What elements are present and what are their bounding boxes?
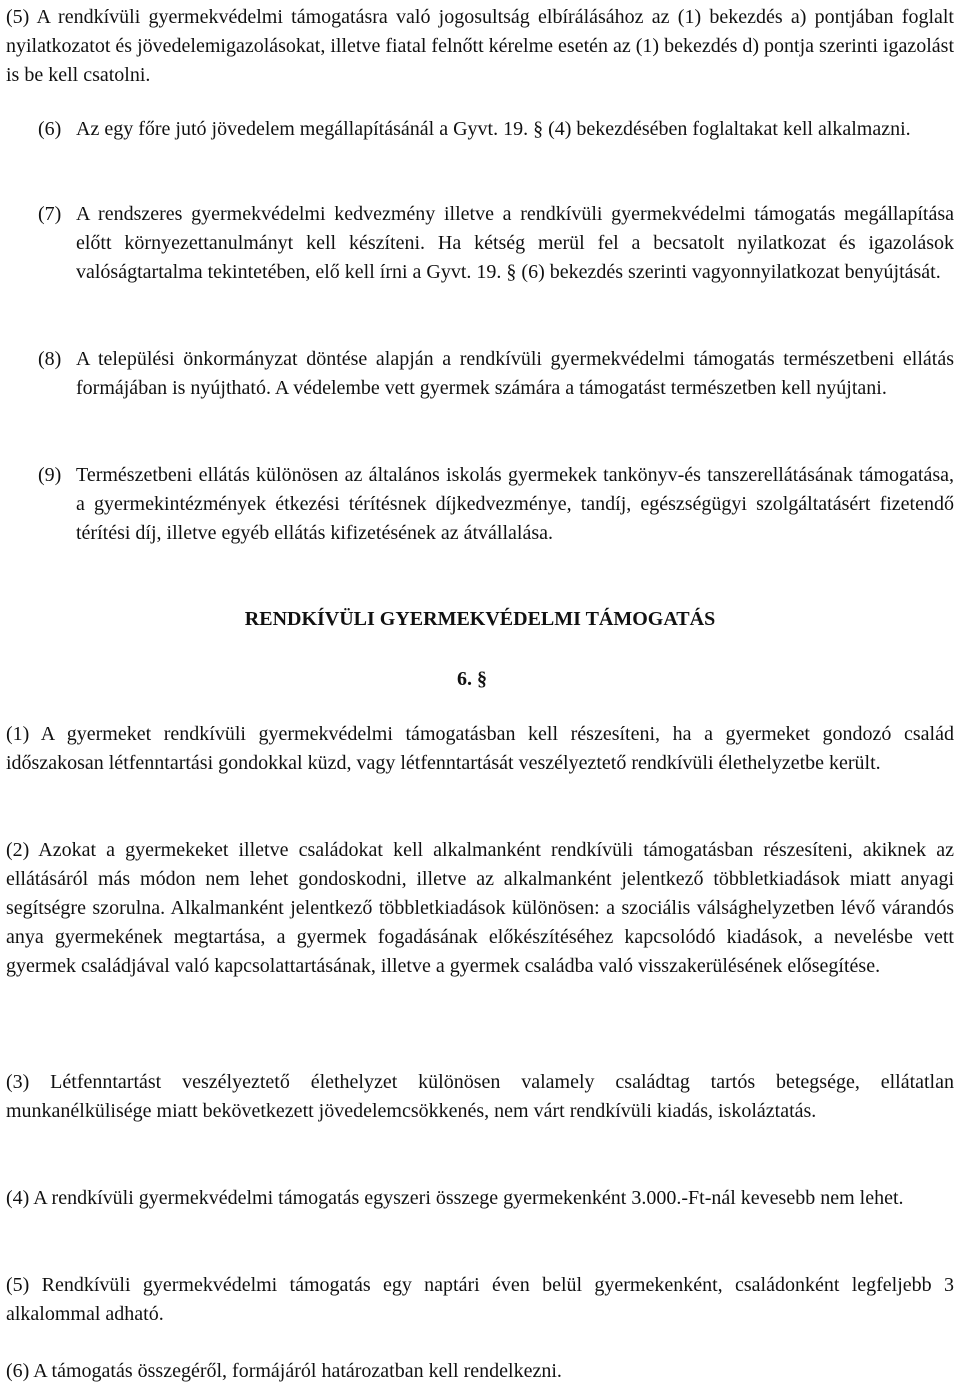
paragraph-9-text: Természetbeni ellátás különösen az általános iskolás gyermekek tankönyv-és tanszerellátásának támogatása, a gyermekintézmények étkezési térítésnek díjkedvezménye, tandíj, egészségügyi szolgáltatásért fizetendő térítési díj, illetve egyéb ellátás kifizetésének az átvállalása.	[76, 464, 954, 544]
section-heading: RENDKÍVÜLI GYERMEKVÉDELMI TÁMOGATÁS	[244, 608, 716, 630]
paragraph-8-number: (8)	[38, 348, 62, 370]
paragraph-8	[38, 345, 954, 403]
paragraph-6-number: (6)	[38, 118, 62, 140]
section-paragraph-4: (4) A rendkívüli gyermekvédelmi támogatás egyszeri összege gyermekenként 3.000.-Ft-nál kevesebb nem lehet.	[6, 1187, 904, 1209]
section-paragraph-6: (6) A támogatás összegéről, formájáról határozatban kell rendelkezni.	[6, 1360, 562, 1382]
section-paragraph-5: (5) Rendkívüli gyermekvédelmi támogatás egy naptári éven belül gyermekenként, családonként legfeljebb 3 alkalommal adható.	[6, 1274, 954, 1325]
paragraph-8-text: A települési önkormányzat döntése alapján a rendkívüli gyermekvédelmi támogatás természetbeni ellátás formájában is nyújtható. A védelembe vett gyermek számára a támogatást természetben kell nyújtani.	[76, 348, 954, 399]
paragraph-9-number: (9)	[38, 464, 62, 486]
paragraph-6	[38, 115, 954, 144]
section-paragraph-2: (2) Azokat a gyermekeket illetve családokat kell alkalmanként rendkívüli támogatásban részesíteni, akiknek az ellátásáról más módon nem lehet gondoskodni, illetve az alkalmanként jelentkező többletkiadások miatt anyagi segítségre szorulna. Alkalmanként jelentkező többletkiadások különösen: a szociális válsághelyzetben lévő várandós anya gyermekének megtartása, a gyermek fogadásának előkészítéséhez kapcsolódó kiadások, a nevelésbe vett gyermek családjával való kapcsolattartásának, illetve a gyermek családba való visszakerülésének elősegítése.	[6, 839, 954, 977]
section-paragraph-1: (1) A gyermeket rendkívüli gyermekvédelmi támogatásban kell részesíteni, ha a gyermeket gondozó család időszakosan létfenntartási gondokkal küzd, vagy létfenntartását veszélyeztető rendkívüli élethelyzetbe került.	[6, 723, 954, 774]
section-paragraph-3: (3) Létfenntartást veszélyeztető élethelyzet különösen valamely családtag tartós betegsége, ellátatlan munkanélkülisége miatt bekövetkezett jövedelemcsökkenés, nem várt rendkívüli kiadás, iskoláztatás.	[6, 1071, 954, 1122]
paragraph-7	[38, 200, 954, 287]
paragraph-7-number: (7)	[38, 203, 62, 225]
paragraph-9	[38, 461, 954, 548]
paragraph-5: (5) A rendkívüli gyermekvédelmi támogatásra való jogosultság elbírálásához az (1) bekezdés a) pontjában foglalt nyilatkozatot és jövedelemigazolásokat, illetve fiatal felnőtt kérelme esetén az (1) bekezdés d) pontja szerinti igazolást is be kell csatolni.	[6, 6, 954, 86]
section-number: 6. §	[457, 668, 487, 690]
paragraph-6-text: Az egy főre jutó jövedelem megállapításánál a Gyvt. 19. § (4) bekezdésében foglaltakat kell alkalmazni.	[76, 118, 911, 140]
paragraph-7-text: A rendszeres gyermekvédelmi kedvezmény illetve a rendkívüli gyermekvédelmi támogatás megállapítása előtt környezettanulmányt kell készíteni. Ha kétség merül fel a becsatolt nyilatkozat és igazolások valóságtartalma tekintetében, elő kell írni a Gyvt. 19. § (6) bekezdés szerinti vagyonnyilatkozat benyújtását.	[76, 203, 954, 283]
